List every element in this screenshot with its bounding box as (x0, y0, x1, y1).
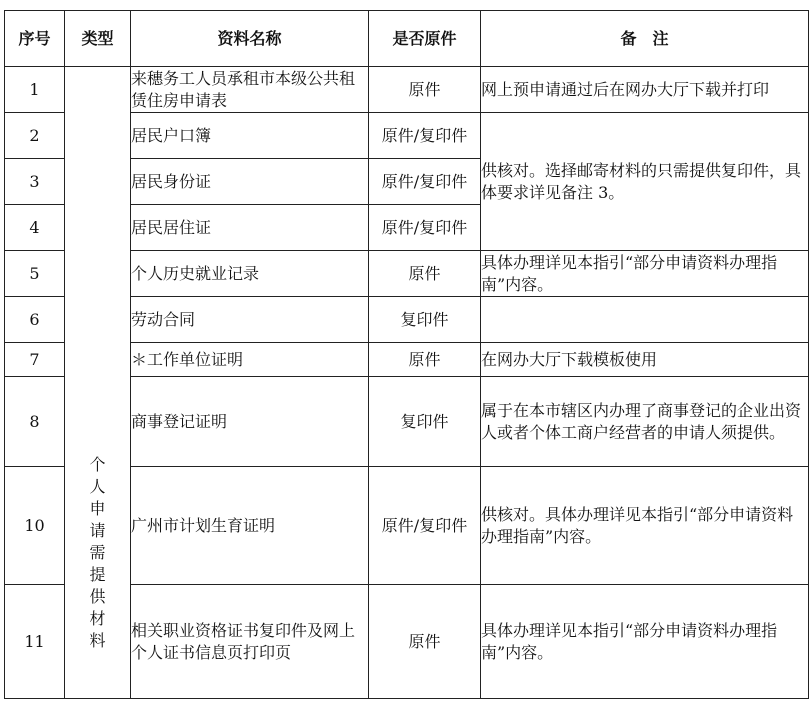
row-original: 原件 (369, 67, 481, 113)
row-original: 复印件 (369, 297, 481, 343)
table-row (5, 67, 809, 113)
row-seq: 2 (5, 113, 65, 159)
row-name: 居民身份证 (131, 159, 369, 205)
row-remarks (481, 297, 809, 343)
row-original: 原件/复印件 (369, 113, 481, 159)
row-remarks: 属于在本市辖区内办理了商事登记的企业出资人或者个体工商户经营者的申请人须提供。 (481, 377, 809, 467)
row-original: 原件/复印件 (369, 467, 481, 585)
row-seq: 5 (5, 251, 65, 297)
row-seq: 3 (5, 159, 65, 205)
row-seq: 8 (5, 377, 65, 467)
row-original: 原件 (369, 251, 481, 297)
row-seq: 10 (5, 467, 65, 585)
type-cell (65, 67, 131, 699)
materials-table (4, 10, 809, 699)
row-name: 来穗务工人员承租市本级公共租赁住房申请表 (131, 67, 369, 113)
row-name: 商事登记证明 (131, 377, 369, 467)
row-name: 居民居住证 (131, 205, 369, 251)
row-remarks: 在网办大厅下载模板使用 (481, 343, 809, 377)
header-name: 资料名称 (131, 11, 369, 67)
row-name: 相关职业资格证书复印件及网上个人证书信息页打印页 (131, 585, 369, 699)
row-seq: 11 (5, 585, 65, 699)
row-original: 复印件 (369, 377, 481, 467)
header-seq: 序号 (5, 11, 65, 67)
type-label: 个人申请需提供材料 (89, 454, 106, 650)
header-remarks: 备 注 (481, 11, 809, 67)
header-type: 类型 (65, 11, 131, 67)
row-remarks: 具体办理详见本指引“部分申请资料办理指南”内容。 (481, 585, 809, 699)
row-seq: 6 (5, 297, 65, 343)
row-seq: 4 (5, 205, 65, 251)
row-seq: 7 (5, 343, 65, 377)
row-remarks: 网上预申请通过后在网办大厅下载并打印 (481, 67, 809, 113)
header-original: 是否原件 (369, 11, 481, 67)
row-remarks-merged: 供核对。选择邮寄材料的只需提供复印件，具体要求详见备注 3。 (481, 113, 809, 251)
row-name: 劳动合同 (131, 297, 369, 343)
row-name: 居民户口簿 (131, 113, 369, 159)
row-original: 原件/复印件 (369, 205, 481, 251)
row-name: ＊工作单位证明 (131, 343, 369, 377)
header-row (5, 11, 809, 67)
row-name: 广州市计划生育证明 (131, 467, 369, 585)
row-original: 原件 (369, 343, 481, 377)
row-seq: 1 (5, 67, 65, 113)
row-original: 原件 (369, 585, 481, 699)
row-original: 原件/复印件 (369, 159, 481, 205)
row-remarks: 具体办理详见本指引“部分申请资料办理指南”内容。 (481, 251, 809, 297)
row-remarks: 供核对。具体办理详见本指引“部分申请资料办理指南”内容。 (481, 467, 809, 585)
row-name: 个人历史就业记录 (131, 251, 369, 297)
